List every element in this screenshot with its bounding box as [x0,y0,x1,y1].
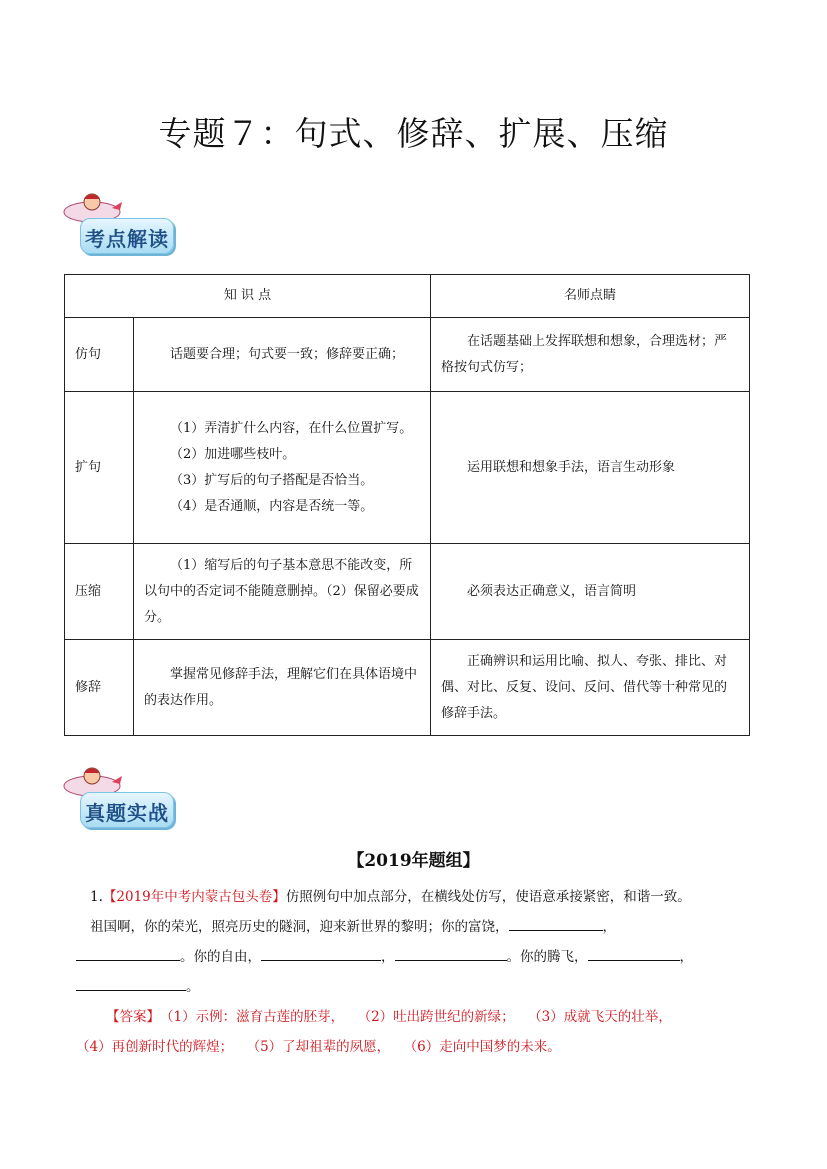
answer-blank[interactable] [509,916,603,931]
answer-blank[interactable] [588,946,680,961]
question-1-prompt [90,880,760,914]
question-1-line3 [76,970,756,1004]
point-line: （2）加进哪些枝叶。 [170,446,296,462]
row-tip: 正确辨识和运用比喻、拟人、夸张、排比、对偶、对比、反复、设问、反问、借代等十种常见的修辞手法。 [431,640,750,736]
row-tip: 在话题基础上发挥联想和想象，合理选材；严格按句式仿写； [431,318,750,392]
knowledge-table [64,274,750,736]
row-points: 掌握常见修辞手法，理解它们在具体语境中的表达作用。 [134,640,431,736]
row-points: 话题要合理；句式要一致；修辞要正确； [134,318,431,392]
punct: ， [602,919,616,935]
header-knowledge: 知 识 点 [65,275,431,318]
question-text: 。你的自由， [180,949,261,965]
year-group-heading: 【2019年题组】 [347,851,480,871]
answer-text: （1）示例：滋育古莲的胚芽， （2）吐出跨世纪的新绿； （3）成就飞天的壮举， [166,1009,672,1025]
section-badge-kaodian [62,190,182,260]
row-name: 扩句 [65,392,134,544]
answer-blank[interactable] [395,946,507,961]
row-name: 压缩 [65,544,134,640]
question-1-line1 [90,910,760,944]
row-points: （1）缩写后的句子基本意思不能改变，所以句中的否定词不能随意删掉。（2）保留必要成分。 [134,544,431,640]
section-badge-zhenti [62,764,182,834]
header-tips: 名师点睛 [431,275,750,318]
row-name: 修辞 [65,640,134,736]
row-tip: 运用联想和想象手法，语言生动形象 [431,392,750,544]
point-line: （4）是否通顺，内容是否统一等。 [170,498,374,514]
answer-label: 【答案】 [106,1009,154,1025]
question-1-line2 [76,940,766,974]
point-line: （3）扩写后的句子搭配是否恰当。 [170,472,374,488]
point-line: （1）弄清扩什么内容，在什么位置扩写。 [170,420,413,436]
page-title: 专题７：句式、修辞、扩展、压缩 [158,114,669,153]
punct: ， [381,949,395,965]
badge-pill [80,218,174,254]
question-number: 1. [90,889,103,905]
question-prompt: 仿照例句中加点部分，在横线处仿写，使语意承接紧密，和谐一致。 [285,889,691,905]
answer-blank[interactable] [76,976,186,991]
answer-line-1 [106,1000,766,1034]
answer-text: （4）再创新时代的辉煌； （5）了却祖辈的夙愿， （6）走向中国梦的未来。 [76,1039,561,1055]
punct: ， [679,949,693,965]
punct: 。 [186,979,200,995]
badge-label: 真题实战 [85,801,169,825]
question-text: 。你的腾飞， [506,949,588,965]
row-tip: 必须表达正确意义，语言简明 [431,544,750,640]
answer-blank[interactable] [76,946,180,961]
row-points [134,392,431,544]
answer-blank[interactable] [261,946,381,961]
badge-pill [80,792,174,828]
row-name: 仿句 [65,318,134,392]
answer-line-2 [76,1030,756,1064]
badge-label: 考点解读 [85,227,169,251]
question-text: 祖国啊，你的荣光，照亮历史的隧洞，迎来新世界的黎明；你的富饶， [90,919,509,935]
question-source: 【2019年中考内蒙古包头卷】 [102,889,286,905]
